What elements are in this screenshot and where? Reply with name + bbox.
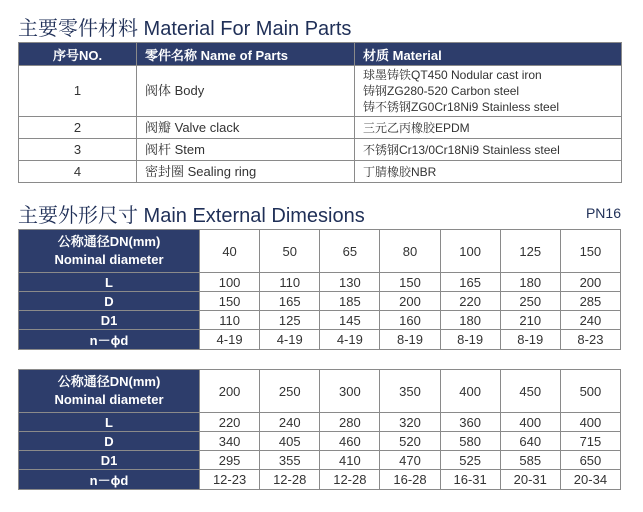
dimension-value: 12-23 — [200, 470, 260, 490]
dimension-value: 460 — [320, 432, 380, 451]
dimension-value: 16-28 — [380, 470, 440, 490]
dimension-value: 405 — [260, 432, 320, 451]
dn-value: 125 — [500, 230, 560, 273]
header-part-name: 零件名称 Name of Parts — [137, 43, 355, 66]
row-material — [355, 139, 622, 161]
dimension-value: 220 — [200, 413, 260, 432]
dimension-value: 20-34 — [560, 470, 620, 490]
dimension-value: 12-28 — [320, 470, 380, 490]
header-en: Nominal diameter — [54, 252, 164, 267]
dimension-row — [19, 330, 621, 350]
dimension-value: 110 — [260, 273, 320, 292]
row-label: n－ϕd — [19, 330, 200, 350]
row-label: L — [19, 273, 200, 292]
materials-table — [18, 42, 622, 183]
dimension-value: 640 — [500, 432, 560, 451]
dimension-value: 180 — [440, 311, 500, 330]
dimension-value: 250 — [500, 292, 560, 311]
dn-value: 300 — [320, 370, 380, 413]
row-no: 4 — [19, 161, 137, 183]
dimension-value: 8-19 — [440, 330, 500, 350]
row-part-name: 阀瓣 Valve clack — [137, 117, 355, 139]
dn-value: 450 — [500, 370, 560, 413]
dimension-value: 400 — [500, 413, 560, 432]
dimension-value: 400 — [560, 413, 620, 432]
dimension-value: 160 — [380, 311, 440, 330]
row-no: 2 — [19, 117, 137, 139]
nominal-diameter-header — [19, 370, 200, 413]
row-label: L — [19, 413, 200, 432]
dimension-value: 110 — [200, 311, 260, 330]
dimension-value: 280 — [320, 413, 380, 432]
dimension-value: 285 — [560, 292, 620, 311]
row-label: n－ϕd — [19, 470, 200, 490]
dimension-value: 125 — [260, 311, 320, 330]
material-line: 铸钢ZG280-520 Carbon steel — [363, 84, 520, 98]
dn-value: 250 — [260, 370, 320, 413]
row-material — [355, 161, 622, 183]
dimensions-title: 主要外形尺寸 Main External Dimesions — [18, 205, 365, 227]
dimension-value: 200 — [380, 292, 440, 311]
dimension-value: 525 — [440, 451, 500, 470]
dimension-value: 145 — [320, 311, 380, 330]
table-row — [19, 117, 622, 139]
dimension-value: 520 — [380, 432, 440, 451]
dimension-value: 4-19 — [260, 330, 320, 350]
dn-value: 100 — [440, 230, 500, 273]
dimension-value: 240 — [260, 413, 320, 432]
dimension-value: 650 — [560, 451, 620, 470]
dimension-value: 200 — [560, 273, 620, 292]
dimension-value: 580 — [440, 432, 500, 451]
dn-value: 200 — [200, 370, 260, 413]
dn-value: 65 — [320, 230, 380, 273]
dimension-row — [19, 273, 621, 292]
dimension-value: 410 — [320, 451, 380, 470]
dimension-value: 360 — [440, 413, 500, 432]
materials-header-row — [19, 43, 622, 66]
row-part-name: 阀杆 Stem — [137, 139, 355, 161]
dimension-value: 180 — [500, 273, 560, 292]
dimension-row — [19, 292, 621, 311]
dimensions-table — [18, 369, 621, 490]
material-line: 不锈钢Cr13/0Cr18Ni9 Stainless steel — [363, 142, 560, 157]
table-row — [19, 66, 622, 117]
dimension-value: 165 — [440, 273, 500, 292]
dimension-value: 240 — [560, 311, 620, 330]
material-line: 铸不锈钢ZG0Cr18Ni9 Stainless steel — [363, 100, 560, 114]
row-material — [355, 66, 622, 117]
header-en: Nominal diameter — [54, 392, 164, 407]
dn-value: 500 — [560, 370, 620, 413]
material-line: 球墨铸铁QT450 Nodular cast iron — [363, 68, 542, 82]
dn-value: 350 — [380, 370, 440, 413]
header-cn: 公称通径DN(mm) — [57, 234, 161, 249]
row-part-name: 阀体 Body — [137, 66, 355, 117]
dimensions-table — [18, 229, 621, 350]
dimension-value: 295 — [200, 451, 260, 470]
header-cn: 公称通径DN(mm) — [57, 374, 161, 389]
table-row — [19, 161, 622, 183]
dimension-value: 715 — [560, 432, 620, 451]
dimension-row — [19, 470, 621, 490]
header-material: 材质 Material — [355, 43, 622, 66]
dimension-value: 340 — [200, 432, 260, 451]
dimension-value: 100 — [200, 273, 260, 292]
dn-value: 40 — [200, 230, 260, 273]
dimension-value: 130 — [320, 273, 380, 292]
row-no: 3 — [19, 139, 137, 161]
pressure-rating: PN16 — [585, 205, 621, 221]
dimension-value: 585 — [500, 451, 560, 470]
row-label: D1 — [19, 451, 200, 470]
row-part-name: 密封圈 Sealing ring — [137, 161, 355, 183]
row-material — [355, 117, 622, 139]
dimension-value: 16-31 — [440, 470, 500, 490]
row-label: D1 — [19, 311, 200, 330]
dimension-value: 470 — [380, 451, 440, 470]
row-label: D — [19, 292, 200, 311]
dimension-row — [19, 451, 621, 470]
dimension-value: 220 — [440, 292, 500, 311]
row-no: 1 — [19, 66, 137, 117]
header-no: 序号NO. — [19, 43, 137, 66]
material-line: 丁腈橡胶NBR — [363, 164, 437, 179]
dimension-value: 8-19 — [500, 330, 560, 350]
dimension-value: 165 — [260, 292, 320, 311]
dimension-value: 150 — [200, 292, 260, 311]
materials-title: 主要零件材料 Material For Main Parts — [18, 18, 352, 40]
dimension-row — [19, 311, 621, 330]
row-label: D — [19, 432, 200, 451]
dimension-value: 320 — [380, 413, 440, 432]
dimension-value: 185 — [320, 292, 380, 311]
dn-row — [19, 370, 621, 413]
dimension-value: 4-19 — [320, 330, 380, 350]
dimension-row — [19, 432, 621, 451]
dimension-value: 8-19 — [380, 330, 440, 350]
dn-value: 50 — [260, 230, 320, 273]
dimension-value: 8-23 — [560, 330, 620, 350]
dimension-value: 150 — [380, 273, 440, 292]
dn-value: 400 — [440, 370, 500, 413]
dimension-row — [19, 413, 621, 432]
dimension-value: 20-31 — [500, 470, 560, 490]
dn-value: 150 — [560, 230, 620, 273]
table-row — [19, 139, 622, 161]
dimension-value: 210 — [500, 311, 560, 330]
nominal-diameter-header — [19, 230, 200, 273]
material-line: 三元乙丙橡胶EPDM — [363, 120, 470, 135]
dn-row — [19, 230, 621, 273]
dn-value: 80 — [380, 230, 440, 273]
dimension-value: 355 — [260, 451, 320, 470]
dimension-value: 4-19 — [200, 330, 260, 350]
dimension-value: 12-28 — [260, 470, 320, 490]
